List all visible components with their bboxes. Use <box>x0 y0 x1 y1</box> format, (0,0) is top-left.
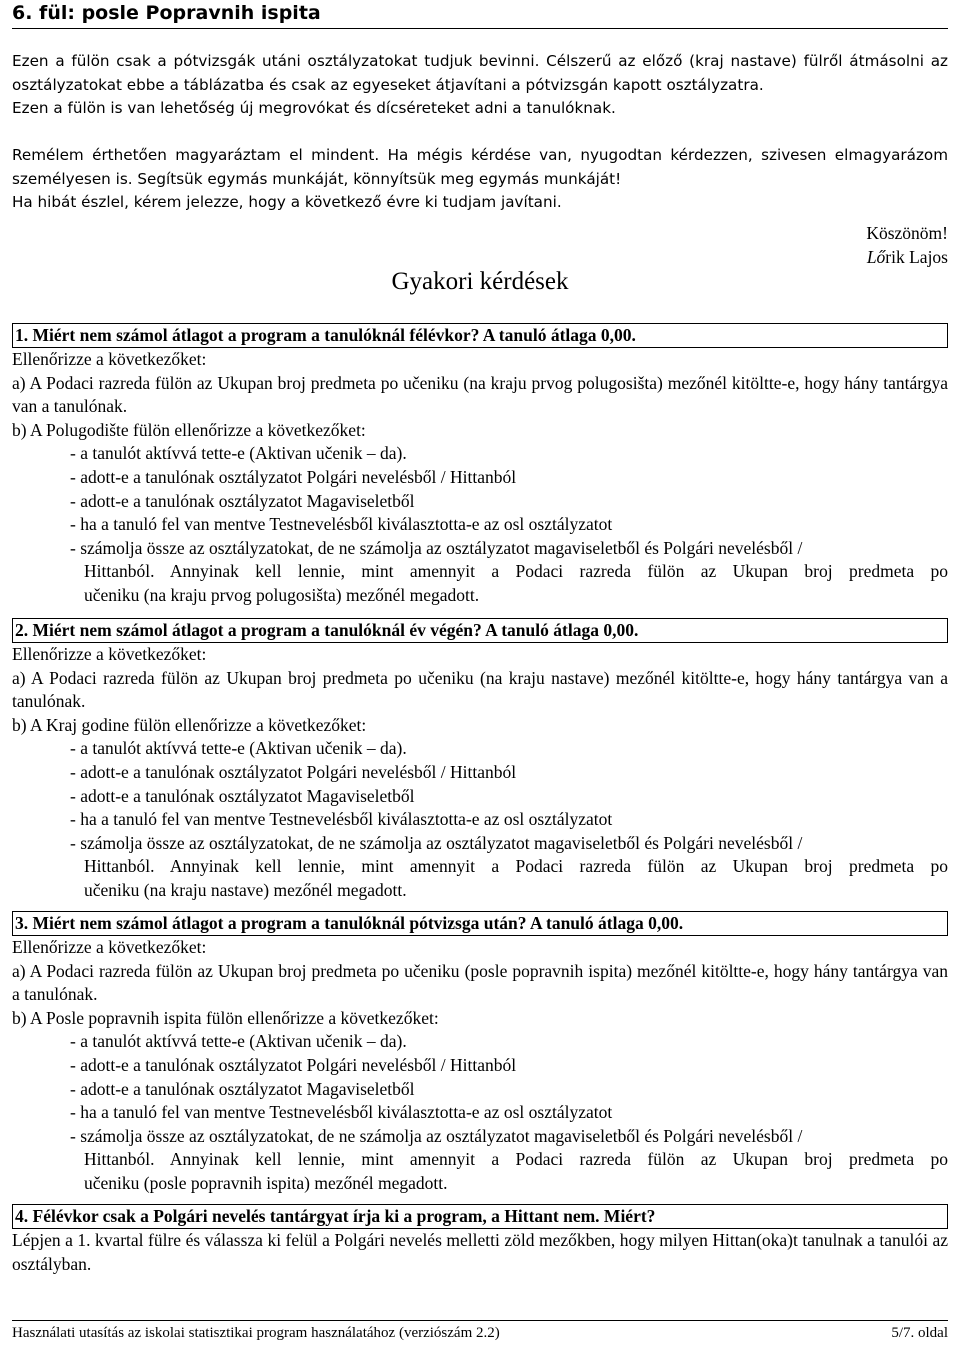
page-number: 5/7. oldal <box>891 1325 948 1341</box>
faq-answer-a: a) A Podaci razreda fülön az Ukupan broj predmeta po učeniku (na kraju nastave) mezőnél kitöltte-e, hogy hány tantárgya van a tanulónak. <box>12 667 948 712</box>
faq-block-4 <box>12 1204 948 1276</box>
intro-paragraph-3: Remélem érthetően magyaráztam el mindent. Ha mégis kérdése van, nyugodtan kérdezzen, szivesen elmagyarázom személyesen is. Segítsük egymás munkáját, könnyítsük meg egymás munkáját! <box>12 146 948 188</box>
intro-paragraph-2: Ezen a fülön is van lehetőség új megrovókat és dícséreteket adni a tanulóknak. <box>12 99 616 117</box>
faq-item-cont: Hittanból. Annyinak kell lennie, mint amennyit a Podaci razreda fülön az Ukupan broj predmeta po <box>84 856 948 877</box>
faq-item: - ha a tanuló fel van mentve Testnevelésből kiválasztotta-e az osl osztályzatot <box>70 514 613 535</box>
faq-question-3: 3. Miért nem számol átlagot a program a tanulóknál pótvizsga után? A tanuló átlaga 0,00. <box>12 911 948 936</box>
faq-answer-a: a) A Podaci razreda fülön az Ukupan broj predmeta po učeniku (posle popravnih ispita) mezőnél kitöltte-e, hogy hány tantárgya van a tanulónak. <box>12 960 948 1005</box>
faq-item: - számolja össze az osztályzatokat, de ne számolja az osztályzatot magaviseletből és Polgári nevelésből / <box>70 832 803 853</box>
faq-item: - adott-e a tanulónak osztályzatot Polgári nevelésből / Hittanból <box>70 761 517 782</box>
faq-answer-a: a) A Podaci razreda fülön az Ukupan broj predmeta po učeniku (na kraju prvog polugosišta) mezőnél kitöltte-e, hogy hány tantárgya van a tanulónak. <box>12 372 948 417</box>
faq-answer-b: b) A Posle popravnih ispita fülön ellenőrizze a következőket: <box>12 1007 439 1028</box>
faq-question-4: 4. Félévkor csak a Polgári nevelés tantárgyat írja ki a program, a Hittant nem. Miért? <box>12 1204 948 1229</box>
faq-block-3 <box>12 911 948 1196</box>
faq-item: - számolja össze az osztályzatokat, de ne számolja az osztályzatot magaviseletből és Polgári nevelésből / <box>70 537 803 558</box>
author-first: Lő <box>866 246 886 267</box>
faq-item: - a tanulót aktívvá tette-e (Aktivan učenik – da). <box>70 443 407 464</box>
section-heading: 6. fül: posle Popravnih ispita <box>12 2 321 24</box>
footer-title: Használati utasítás az iskolai statisztikai program használatához (verziószám 2.2) <box>12 1325 500 1341</box>
faq-item: - adott-e a tanulónak osztályzatot Polgári nevelésből / Hittanból <box>70 466 517 487</box>
faq-title: Gyakori kérdések <box>391 268 569 295</box>
intro-text <box>12 50 948 215</box>
page-footer <box>12 1325 948 1342</box>
faq-item: - adott-e a tanulónak osztályzatot Polgári nevelésből / Hittanból <box>70 1054 517 1075</box>
faq-answer-4: Lépjen a 1. kvartal fülre és válassza ki felül a Polgári nevelés melletti zöld mezőkben, hogy milyen Hittan(oka)t tanulnak a tanulói az osztályban. <box>12 1230 948 1274</box>
faq-block-1 <box>12 323 948 608</box>
author-name <box>866 246 948 270</box>
footer-rule <box>12 1320 948 1321</box>
faq-item: - számolja össze az osztályzatokat, de ne számolja az osztályzatot magaviseletből és Polgári nevelésből / <box>70 1125 803 1146</box>
intro-paragraph-4: Ha hibát észlel, kérem jelezze, hogy a következő évre ki tudjam javítani. <box>12 193 562 211</box>
faq-item: - adott-e a tanulónak osztályzatot Magaviseletből <box>70 490 415 511</box>
faq-check: Ellenőrizze a következőket: <box>12 644 207 664</box>
faq-item: - adott-e a tanulónak osztályzatot Magaviseletből <box>70 785 415 806</box>
faq-item-cont: učeniku (na kraju nastave) mezőnél megadott. <box>84 879 407 900</box>
faq-item: - ha a tanuló fel van mentve Testnevelésből kiválasztotta-e az osl osztályzatot <box>70 1102 613 1123</box>
intro-paragraph-1: Ezen a fülön csak a pótvizsgák utáni osztályzatokat tudjuk bevinni. Célszerű az előző (kraj nastave) fülről átmásolni az osztályzatokat ebbe a táblázatba és csak az egyeseket átjavítani a pótvizsgán kapott osztályzatra. <box>12 52 948 94</box>
faq-item-cont: Hittanból. Annyinak kell lennie, mint amennyit a Podaci razreda fülön az Ukupan broj predmeta po <box>84 1149 948 1170</box>
faq-check: Ellenőrizze a következőket: <box>12 937 207 957</box>
faq-item: - a tanulót aktívvá tette-e (Aktivan učenik – da). <box>70 738 407 759</box>
thanks-text: Köszönöm! <box>866 223 948 243</box>
signature-block <box>866 222 948 269</box>
faq-question-1: 1. Miért nem számol átlagot a program a tanulóknál félévkor? A tanuló átlaga 0,00. <box>12 323 948 348</box>
faq-item-cont: Hittanból. Annyinak kell lennie, mint amennyit a Podaci razreda fülön az Ukupan broj predmeta po <box>84 561 948 582</box>
faq-answer-b: b) A Kraj godine fülön ellenőrizze a következőket: <box>12 714 367 735</box>
faq-answer-b: b) A Polugodište fülön ellenőrizze a következőket: <box>12 419 366 440</box>
faq-block-2 <box>12 618 948 903</box>
faq-item-cont: učeniku (na kraju prvog polugosišta) mezőnél megadott. <box>84 584 480 605</box>
faq-question-2: 2. Miért nem számol átlagot a program a tanulóknál év végén? A tanuló átlaga 0,00. <box>12 618 948 643</box>
faq-item: - adott-e a tanulónak osztályzatot Magaviseletből <box>70 1078 415 1099</box>
faq-item: - a tanulót aktívvá tette-e (Aktivan učenik – da). <box>70 1031 407 1052</box>
faq-check: Ellenőrizze a következőket: <box>12 349 207 369</box>
faq-item-cont: učeniku (posle popravnih ispita) mezőnél megadott. <box>84 1172 448 1193</box>
faq-item: - ha a tanuló fel van mentve Testnevelésből kiválasztotta-e az osl osztályzatot <box>70 809 613 830</box>
heading-rule <box>12 28 948 29</box>
author-rest: rik Lajos <box>885 246 948 267</box>
